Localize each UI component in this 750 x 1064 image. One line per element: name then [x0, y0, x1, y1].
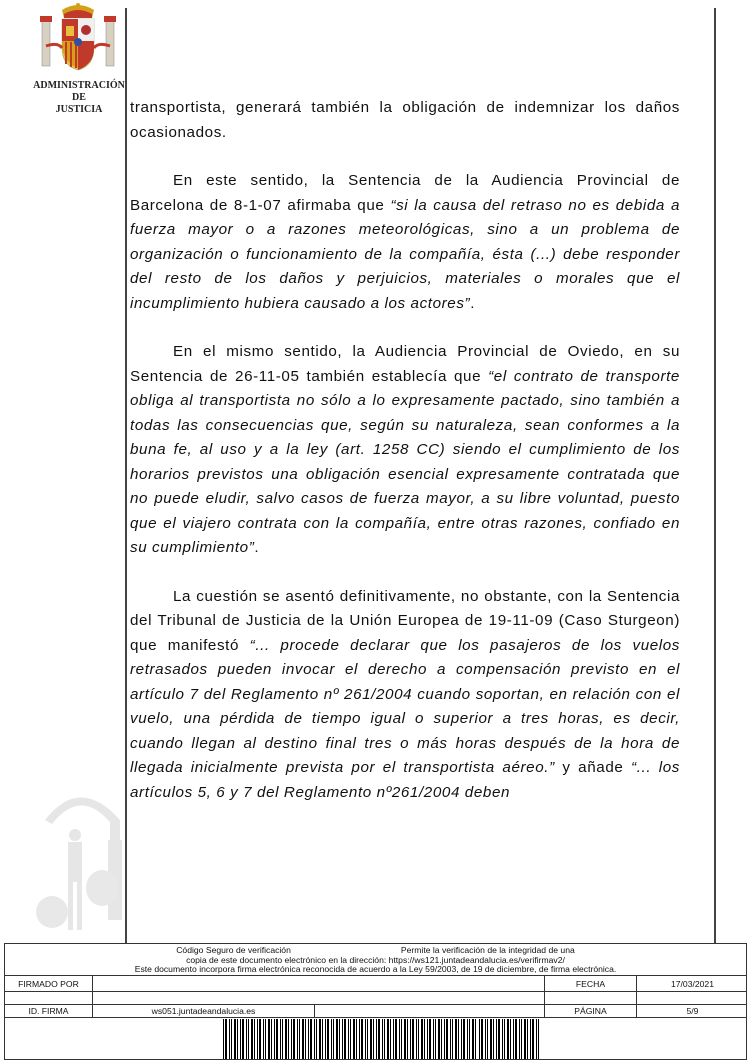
barcode-bar	[504, 1019, 505, 1059]
barcode-bar	[282, 1019, 283, 1059]
barcode-bar	[496, 1019, 497, 1059]
barcode-bar	[407, 1019, 408, 1059]
paragraph	[130, 340, 680, 561]
id-firma-row	[5, 1005, 746, 1018]
barcode-bar	[498, 1019, 500, 1059]
barcode-bar	[297, 1019, 298, 1059]
barcode-bar	[452, 1019, 453, 1059]
barcode-bar	[393, 1019, 394, 1059]
barcode-bar	[305, 1019, 306, 1059]
quoted-text: “si la causa del retraso no es debida a fuerza mayor o a razones meteorológicas, sino a un problema de organización o funcionamiento de la compañía, ésta (...) debe responder del resto de los daños y perjuicios, materiales o morales que el incumplimiento hubiera causado a los actores”	[130, 196, 680, 312]
text-span: y añade	[554, 759, 632, 776]
barcode-bar	[310, 1019, 312, 1059]
id-firma-value: ws051.juntadeandalucia.es	[93, 1005, 315, 1017]
barcode-bar	[387, 1019, 389, 1059]
barcode-bar	[412, 1019, 414, 1059]
barcode-bar	[384, 1019, 385, 1059]
barcode-bar	[248, 1019, 249, 1059]
barcode-bar	[502, 1019, 503, 1059]
text-span: transportista, generará también la obligación de indemnizar los daños ocasionados.	[130, 99, 680, 141]
barcode-bar	[390, 1019, 391, 1059]
document-body	[130, 96, 680, 829]
barcode-bar	[234, 1019, 236, 1059]
barcode-bar	[319, 1019, 321, 1059]
barcode-bar	[435, 1019, 436, 1059]
law-line: Este documento incorpora firma electrónica reconocida de acuerdo a la Ley 59/2003, de 19 de diciembre, de firma electrónica.	[134, 964, 617, 974]
barcode-bar	[288, 1019, 289, 1059]
barcode-bar	[424, 1019, 425, 1059]
barcode-bar	[314, 1019, 315, 1059]
barcode-bar	[510, 1019, 511, 1059]
barcode-bar	[527, 1019, 528, 1059]
barcode-bar	[356, 1019, 357, 1059]
barcode-primary	[223, 1019, 478, 1059]
barcode-bar	[348, 1019, 349, 1059]
barcode-bar	[458, 1019, 459, 1059]
page-label: PÁGINA	[545, 1005, 637, 1017]
barcode-bar	[242, 1019, 244, 1059]
barcode-bar	[274, 1019, 275, 1059]
barcode-bar	[467, 1019, 468, 1059]
barcode-bar	[485, 1019, 486, 1059]
quoted-text: “... los artículos 5, 6 y 7 del Reglamento nº261/2004 deben	[130, 759, 680, 801]
barcode-bar	[395, 1019, 397, 1059]
barcode-bar	[507, 1019, 509, 1059]
barcode-bar	[521, 1019, 522, 1059]
barcode-bar	[223, 1019, 224, 1059]
barcode-bar	[353, 1019, 355, 1059]
barcode-bar	[487, 1019, 488, 1059]
verify-text: Permite la verificación de la integridad de una	[400, 945, 575, 955]
barcode-bar	[429, 1019, 431, 1059]
barcode-secondary	[479, 1019, 541, 1059]
barcode-bar	[475, 1019, 476, 1059]
barcode-bar	[418, 1019, 419, 1059]
signature-verification-box	[4, 943, 747, 1060]
text-span: .	[470, 294, 476, 312]
barcode-bar	[271, 1019, 272, 1059]
barcode-bar	[291, 1019, 292, 1059]
barcode-bar	[359, 1019, 360, 1059]
barcode-bar	[382, 1019, 383, 1059]
barcode-bar	[479, 1019, 480, 1059]
barcode-bar	[513, 1019, 514, 1059]
barcode-bar	[410, 1019, 411, 1059]
barcode-bar	[251, 1019, 253, 1059]
barcode-bar	[327, 1019, 329, 1059]
barcode-bar	[438, 1019, 440, 1059]
barcode-bar	[350, 1019, 351, 1059]
barcode-bar	[373, 1019, 374, 1059]
barcode-bar	[254, 1019, 255, 1059]
barcode-bar	[519, 1019, 520, 1059]
barcode-bar	[365, 1019, 366, 1059]
barcode-bar	[530, 1019, 531, 1059]
barcode-bar	[259, 1019, 261, 1059]
barcode-bar	[268, 1019, 270, 1059]
barcode-bar	[524, 1019, 526, 1059]
copy-url-line: copia de este documento electrónico en la dirección: https://ws121.juntadeandalucia.es/verifirmav2/	[186, 954, 565, 965]
barcode-bar	[229, 1019, 230, 1059]
barcode-bar	[433, 1019, 434, 1059]
barcode-bar	[490, 1019, 492, 1059]
paragraph	[130, 96, 680, 145]
margin-line-right	[714, 8, 716, 943]
signed-by-label: FIRMADO POR	[5, 976, 93, 991]
barcode-bar	[404, 1019, 406, 1059]
barcode-bar	[231, 1019, 232, 1059]
barcode-bar	[450, 1019, 451, 1059]
barcode-bar	[331, 1019, 332, 1059]
date-value: 17/03/2021	[670, 978, 714, 989]
verification-header	[5, 944, 746, 976]
junta-andalucia-watermark-icon	[30, 780, 130, 940]
signed-by-row	[5, 976, 746, 992]
barcode-bar	[237, 1019, 238, 1059]
id-firma-label: ID. FIRMA	[5, 1005, 93, 1017]
barcode-bar	[344, 1019, 346, 1059]
paragraph	[130, 169, 680, 316]
barcode-bar	[342, 1019, 343, 1059]
barcode-bar	[481, 1019, 483, 1059]
barcode-bar	[333, 1019, 334, 1059]
coat-of-arms-icon	[38, 2, 118, 76]
barcode-bar	[367, 1019, 368, 1059]
page-value: 5/9	[686, 1006, 699, 1016]
barcode-bar	[399, 1019, 400, 1059]
text-span: .	[254, 539, 260, 556]
barcode-bar	[322, 1019, 323, 1059]
barcode-bar	[370, 1019, 372, 1059]
barcode-bar	[427, 1019, 428, 1059]
barcode-bar	[265, 1019, 266, 1059]
barcode-bar	[225, 1019, 227, 1059]
barcode-bar	[280, 1019, 281, 1059]
barcode-bar	[532, 1019, 534, 1059]
barcode-bar	[276, 1019, 278, 1059]
text-span: En el mismo sentido, la Audiencia Provincial de Oviedo, en su Sentencia de 26-11-05 también establecía que	[130, 343, 680, 385]
barcode-bar	[361, 1019, 363, 1059]
barcode-bar	[293, 1019, 295, 1059]
barcode-bar	[536, 1019, 537, 1059]
barcode-bar	[538, 1019, 539, 1059]
csv-label: Código Seguro de verificación	[176, 945, 291, 955]
barcode-bar	[336, 1019, 338, 1059]
barcode-bar	[302, 1019, 304, 1059]
barcode-bar	[257, 1019, 258, 1059]
barcode-bar	[401, 1019, 402, 1059]
barcode-bar	[339, 1019, 340, 1059]
barcode-bar	[469, 1019, 470, 1059]
barcode-bar	[444, 1019, 445, 1059]
barcode-bar	[240, 1019, 241, 1059]
barcode-bar	[493, 1019, 494, 1059]
barcode-bar	[472, 1019, 474, 1059]
barcode-bar	[263, 1019, 264, 1059]
barcode-bar	[421, 1019, 423, 1059]
barcode-bar	[308, 1019, 309, 1059]
barcode-bar	[461, 1019, 462, 1059]
barcode-bar	[316, 1019, 317, 1059]
barcode-bar	[246, 1019, 247, 1059]
paragraph	[130, 585, 680, 806]
barcode-bar	[515, 1019, 517, 1059]
organization-name: ADMINISTRACIÓN DE JUSTICIA	[33, 80, 125, 115]
barcode-bar	[325, 1019, 326, 1059]
barcode-bar	[378, 1019, 380, 1059]
barcode-bar	[416, 1019, 417, 1059]
barcode-bar	[455, 1019, 457, 1059]
barcode-bar	[463, 1019, 465, 1059]
text-span: En este sentido, la Sentencia de la Audiencia Provincial de Barcelona de 8-1-07 afirmaba que	[130, 172, 680, 214]
signed-by-row-2	[5, 992, 746, 1005]
barcode-bar	[446, 1019, 448, 1059]
quoted-text: “... procede declarar que los pasajeros de los vuelos retrasados pueden invocar el derecho a compensación previsto en el artículo 7 del Reglamento nº 261/2004 cuando soportan, en relación con el vuelo, una pérdida de tiempo igual o superior a tres horas, es decir, cuando llegan al destino final tres o más horas después de la hora de llegada inicialmente prevista por el transportista aéreo.”	[130, 636, 680, 776]
barcode-bar	[299, 1019, 300, 1059]
signed-by-value	[93, 976, 545, 991]
barcode-bar	[285, 1019, 287, 1059]
quoted-text: “el contrato de transporte obliga al transportista no sólo a lo expresamente pactado, sino también a todas las consecuencias que, según su naturaleza, sean conformes a la buna fe, al uso y a la ley (art. 1258 CC) siendo el cumplimiento de los horarios previstos una obligación esencial expresamente contratada que no puede eludir, salvo casos de fuerza mayor, a su libre voluntad, puesto que el viajero contrata con la compañía, entre otras razones, confiado en su cumplimiento”	[130, 367, 680, 556]
barcode-bar	[441, 1019, 442, 1059]
barcode-bar	[376, 1019, 377, 1059]
text-span: La cuestión se asentó definitivamente, no obstante, con la Sentencia del Tribunal de Justicia de la Unión Europea de 19-11-09 (Caso Sturgeon) que manifestó	[130, 587, 680, 654]
date-label: FECHA	[545, 976, 637, 991]
